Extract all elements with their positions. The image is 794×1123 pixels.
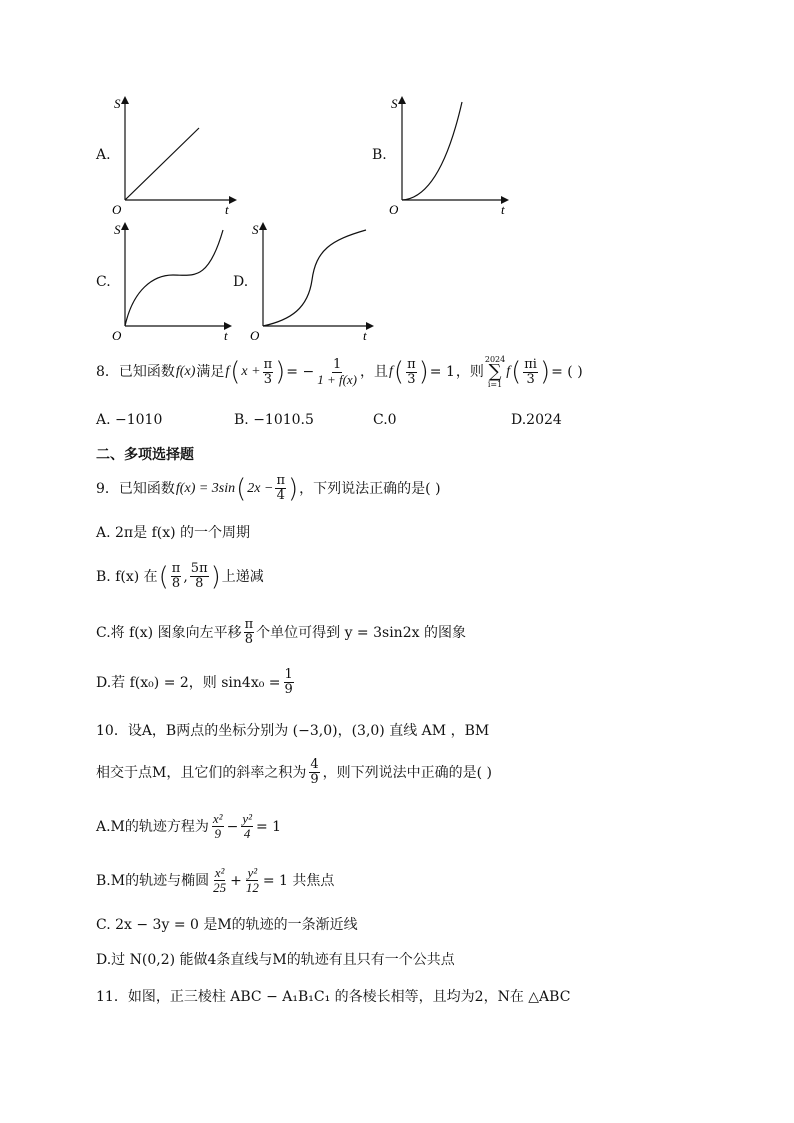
q9-option-d[interactable]: D.若 f(x₀) = 2，则 sin4x₀ = $\frac{1}{9}$: [96, 667, 293, 697]
q8-option-c[interactable]: C.0: [373, 412, 397, 428]
q8-option-b[interactable]: B. −1010.5: [234, 412, 314, 428]
q9-option-c[interactable]: C.将 f(x) 图象向左平移 $\frac{\pi}{8}$ 个单位可得到 y = 3sin2x 的图象: [96, 617, 466, 647]
q8-frac-recip: $\frac{1}{1 + f(x)}$: [317, 356, 358, 387]
graph-b: [385, 94, 515, 216]
graph-b-curve: [402, 102, 462, 200]
graph-d-s: S: [252, 222, 259, 237]
q10-option-c[interactable]: C. 2x − 3y = 0 是M的轨迹的一条渐近线: [96, 917, 358, 933]
q10-option-b[interactable]: B.M的轨迹与椭圆 $\frac{\text{x²}}{25}$ + $\frac{\text{y²}}{12}$ = 1 共焦点: [96, 865, 335, 895]
graph-c-o: O: [112, 328, 122, 342]
q9-option-a[interactable]: A. 2π是 f(x) 的一个周期: [96, 525, 251, 541]
graph-a-s: S: [114, 96, 121, 111]
graph-d-label: D.: [233, 274, 249, 290]
graph-d-curve: [263, 230, 366, 326]
graph-c: [108, 220, 238, 342]
q8-frac-pi3b: $\frac{\pi}{3}$: [407, 356, 416, 387]
graph-c-label: C.: [96, 274, 111, 290]
graph-c-s: S: [114, 222, 121, 237]
q11-line1: 11．如图，正三棱柱 ABC − A₁B₁C₁ 的各棱长相等，且均为2，N在 △ABC: [96, 989, 571, 1005]
q10-option-a[interactable]: A.M的轨迹方程为 $\frac{\text{x²}}{9}$ − $\frac{\text{y²}}{4}$ = 1: [96, 811, 282, 841]
q8-stem: 8．已知函数 f(x) 满足 f ( x + $\frac{\pi}{3}$ ) = − $\frac{1}{1 + f(x)}$ ，且 f ( $\frac{\pi}{3}$ ) = 1 ，则 2024 ∑ i=1 f ( $\frac{\pi i}{3}$ ) = ( ): [96, 355, 583, 389]
q8-option-d[interactable]: D.2024: [511, 412, 562, 428]
q8-frac-ipi3: $\frac{\pi i}{3}$: [524, 356, 537, 387]
graph-b-t: t: [501, 202, 505, 216]
q9-option-b[interactable]: B. f(x) 在 ( $\frac{\pi}{8}$ , $\frac{5\pi}{8}$ ) 上递减: [96, 561, 264, 592]
q10-line1: 10．设A，B两点的坐标分别为 (−3,0)，(3,0) 直线 AM ，BM: [96, 723, 490, 739]
graph-a-o: O: [112, 202, 122, 216]
graph-a-curve: [125, 128, 199, 200]
graph-d: [246, 220, 381, 342]
graph-d-o: O: [250, 328, 260, 342]
section-heading: 二、多项选择题: [96, 447, 194, 463]
graph-b-o: O: [389, 202, 399, 216]
q8-option-a[interactable]: A. −1010: [96, 412, 163, 428]
graph-a-t: t: [225, 202, 229, 216]
q8-frac-pi3: $\frac{\pi}{3}$: [263, 356, 273, 387]
graph-c-t: t: [224, 328, 228, 342]
q9-stem: 9．已知函数 f(x) = 3sin ( 2x − $\frac{\pi}{4}$ ) ，下列说法正确的是( ): [96, 473, 441, 504]
q10-option-d[interactable]: D.过 N(0,2) 能做4条直线与M的轨迹有且只有一个公共点: [96, 952, 455, 968]
graph-a: [108, 94, 238, 216]
q10-line2: 相交于点M，且它们的斜率之积为 $\frac{4}{9}$ ，则下列说法中正确的是( ): [96, 757, 492, 787]
graph-a-label: A.: [96, 147, 111, 163]
q8-sum: 2024 ∑ i=1: [484, 355, 506, 389]
graph-b-label: B.: [372, 147, 387, 163]
graph-c-curve: [125, 230, 223, 326]
graph-d-t: t: [363, 328, 367, 342]
graph-b-s: S: [391, 96, 398, 111]
